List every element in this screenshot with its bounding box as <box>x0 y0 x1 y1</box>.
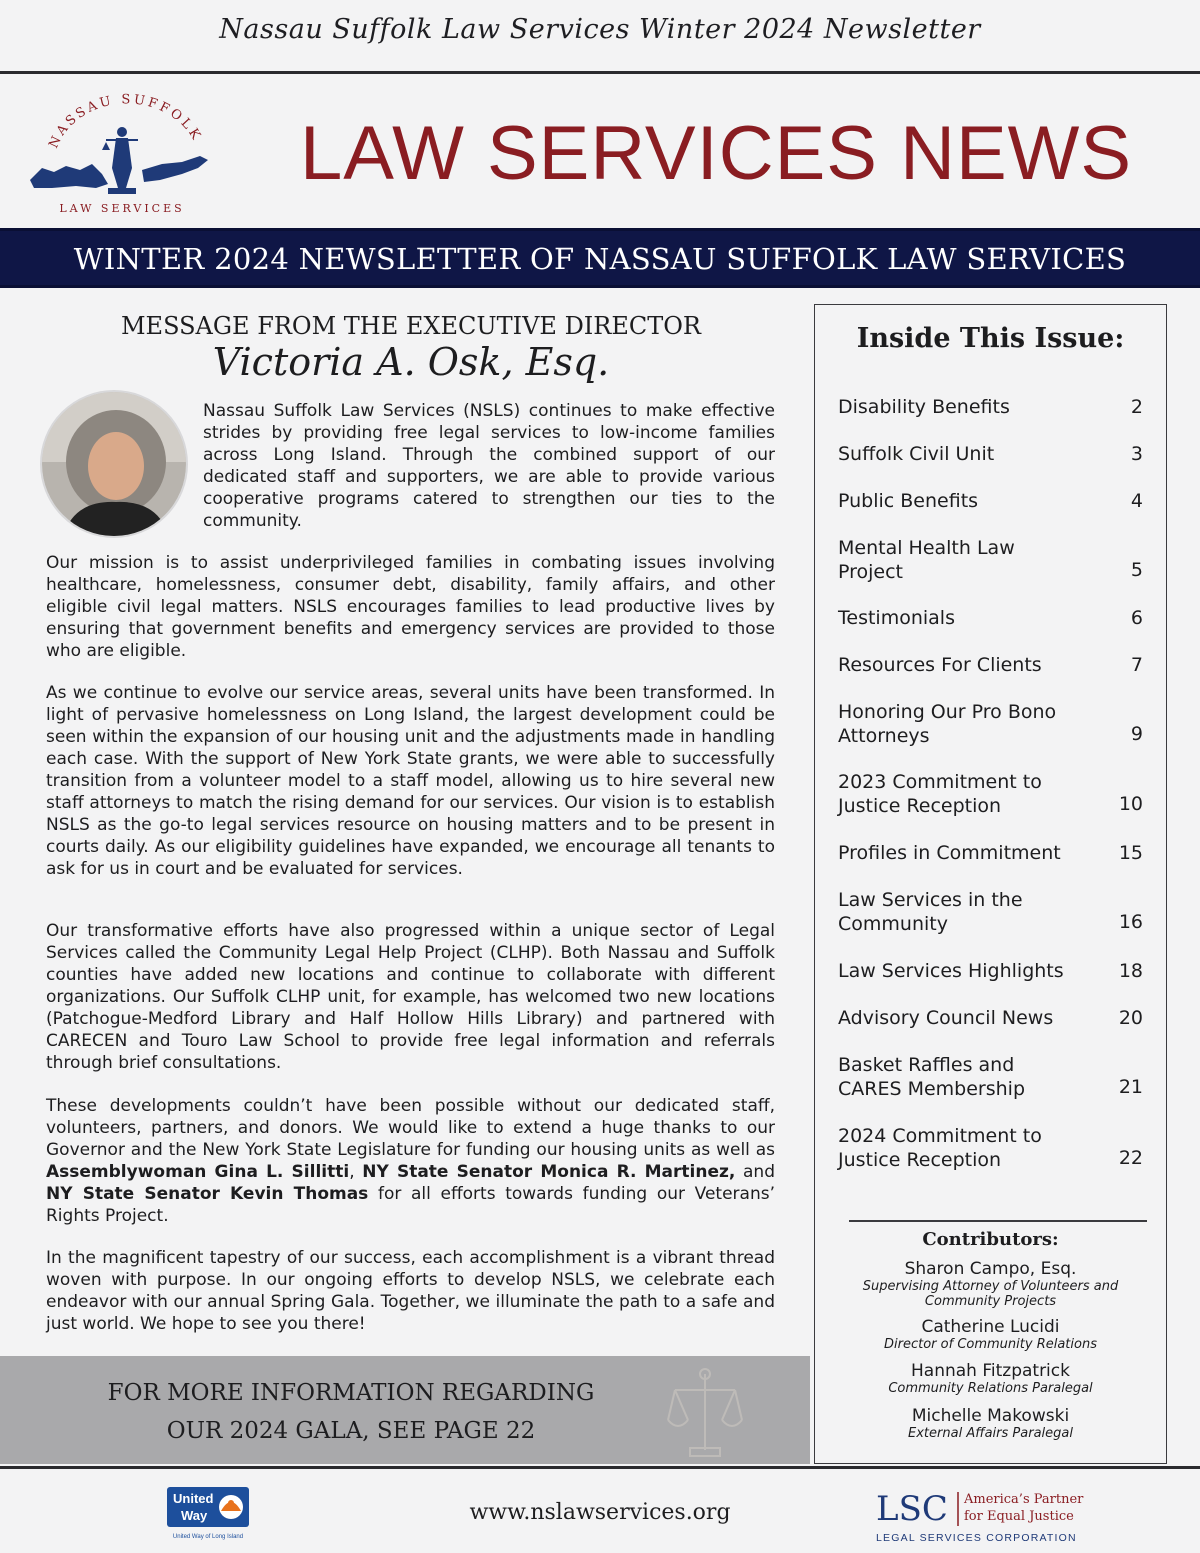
bottom-divider <box>0 1466 1200 1469</box>
script-title: Nassau Suffolk Law Services Winter 2024 Newsletter <box>219 14 981 45</box>
logo-bottom-text: LAW SERVICES <box>59 202 185 215</box>
contributor: Sharon Campo, Esq. Supervising Attorney of Volunteers and Community Projects <box>862 1259 1119 1309</box>
gala-line-1: FOR MORE INFORMATION REGARDING <box>107 1380 595 1406</box>
main-title: LAW SERVICES NEWS <box>300 111 1133 196</box>
united-way-logo[interactable] <box>165 1487 251 1542</box>
gala-line-2: OUR 2024 GALA, SEE PAGE 22 <box>166 1418 536 1444</box>
contributors-divider <box>849 1220 1147 1222</box>
svg-text:for Equal Justice: for Equal Justice <box>964 1509 1074 1524</box>
banner-text: WINTER 2024 NEWSLETTER OF NASSAU SUFFOLK LAW SERVICES <box>73 242 1127 276</box>
mission-paragraph: Our mission is to assist underprivileged families in combating issues involving healthcare, homelessness, consumer debt, disability, family affairs, and other eligible civil legal matters. NSLS encourages families to lead productive lives by ensuring that government benefits and emergency services are provided to those who are eligible. <box>46 553 775 661</box>
inside-this-issue-box: Inside This Issue: Disability Benefits 2 Suffolk Civil Unit 3 Public Benefits 4 Mental Health Law Project 5 Testimonials 6 Resources For Clients 7 Honoring Our Pro Bono Attorneys 9 2023 Commitment to Justice Reception 10 Profiles in Commitment 15 Law Services in the Community 16 Law Services Highlights 18 Advisory Council News 20 Basket Raffles and CARES Membership 21 2024 Commitment to Justice Reception 22 Contributors: Sharon Campo, Esq. Supervising Attorney of Volunteers and Community Projects Catherine Lucidi Director of Community Relations Hannah Fitzpatrick Community Relations Paralegal Michelle Makowski External Affairs Paralegal <box>814 304 1167 1464</box>
top-divider <box>0 71 1200 74</box>
nsls-logo <box>22 88 222 218</box>
logo-arc-text: NASSAU SUFFOLK <box>46 92 205 151</box>
evolution-paragraph: As we continue to evolve our service areas, several units have been transformed. In light of pervasive homelessness on Long Island, the largest development could be seen within the expansion of our housing unit and the adjustments made in handling each case. With the support of New York State grants, we were able to successfully transition from a volunteer model to a staff model, allowing us to hire several new staff attorneys to match the rising demand for our services. Our vision is to establish NSLS as the go-to legal services resource on housing matters and to be present in courts daily. As our eligibility guidelines have expanded, we encourage all tenants to ask for us in court and be evaluated for services. <box>46 683 775 879</box>
scales-of-justice-icon <box>660 1362 750 1462</box>
issue-banner <box>0 228 1200 288</box>
assemblywoman-name: Assemblywoman Gina L. Sillitti <box>46 1162 350 1182</box>
contributor: Catherine Lucidi Director of Community Relations <box>884 1317 1097 1352</box>
contributors-title: Contributors: <box>922 1229 1059 1250</box>
lsc-logo[interactable] <box>874 1484 1084 1546</box>
svg-text:United Way of Long Island: United Way of Long Island <box>172 1534 244 1540</box>
contributor: Hannah Fitzpatrick Community Relations Paralegal <box>888 1361 1093 1396</box>
message-heading: MESSAGE FROM THE EXECUTIVE DIRECTOR <box>120 312 701 340</box>
closing-paragraph: In the magnificent tapestry of our success, each accomplishment is a vibrant thread woven with purpose. In our ongoing efforts to develop NSLS, we celebrate each endeavor with our annual Spring Gala. Together, we illuminate the path to a safe and just world. We hope to see you there! <box>46 1248 775 1334</box>
website-link[interactable]: www.nslawservices.org <box>469 1500 731 1525</box>
message-author: Victoria A. Osk, Esq. <box>212 340 610 384</box>
svg-text:America’s Partner: America’s Partner <box>964 1492 1084 1507</box>
senator-thomas-name: NY State Senator Kevin Thomas <box>46 1184 369 1204</box>
svg-text:LEGAL SERVICES CORPORATION: LEGAL SERVICES CORPORATION <box>876 1532 1077 1544</box>
intro-paragraph: Nassau Suffolk Law Services (NSLS) continues to make effective strides by providing free legal services to low-income families across Long Island. Through the combined support of our dedicated staff and supporters, we are able to provide various cooperative programs catered to strengthen our ties to the community. <box>203 401 775 531</box>
director-portrait <box>40 390 188 538</box>
senator-martinez-name: NY State Senator Monica R. Martinez, <box>362 1162 736 1182</box>
toc-title: Inside This Issue: <box>856 323 1125 354</box>
thanks-paragraph: These developments couldn’t have been possible without our dedicated staff, volunteers, partners, and donors. We would like to extend a huge thanks to our Governor and the New York State Legislature for funding our housing units as well as Assemblywoman Gina L. Sillitti, NY State Senator Monica R. Martinez, and NY State Senator Kevin Thomas for all efforts towards funding our Veterans’ Rights Project. <box>46 1096 775 1226</box>
svg-text:LSC: LSC <box>876 1489 948 1529</box>
clhp-paragraph: Our transformative efforts have also progressed within a unique sector of Legal Services called the Community Legal Help Project (CLHP). Both Nassau and Suffolk counties have added new locations and continue to collaborate with different organizations. Our Suffolk CLHP unit, for example, has welcomed two new locations (Patchogue-Medford Library and Half Hollow Hills Library) and partnered with CARECEN and Touro Law School to provide free legal information and referrals through brief consultations. <box>46 921 775 1073</box>
svg-text:United: United <box>173 1491 214 1506</box>
svg-text:Way: Way <box>181 1508 208 1523</box>
contributor: Michelle Makowski External Affairs Paralegal <box>908 1406 1073 1441</box>
